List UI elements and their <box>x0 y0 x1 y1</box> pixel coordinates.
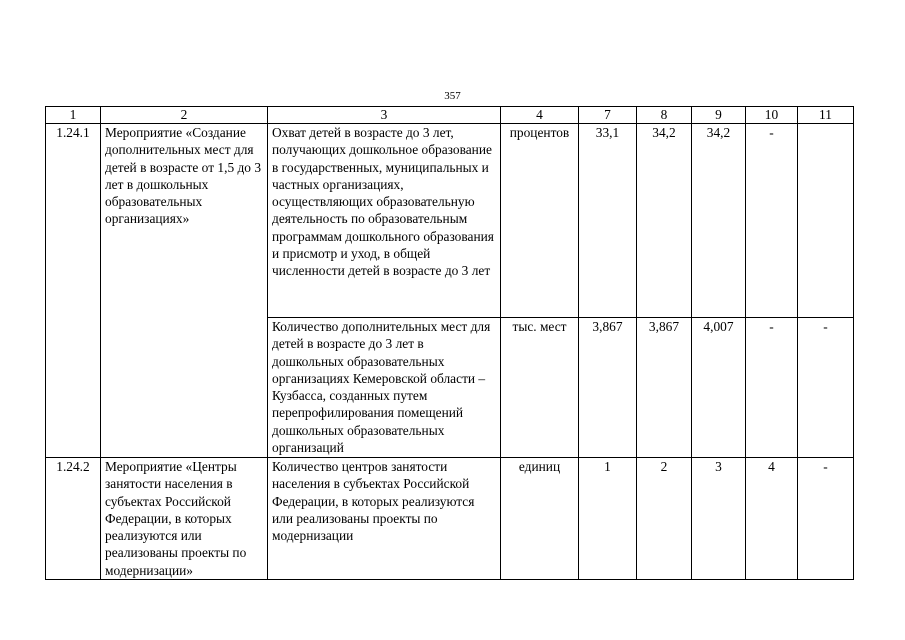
table-header-row <box>46 107 854 124</box>
table-row <box>46 124 854 318</box>
table-row <box>46 458 854 580</box>
header-cell: 2 <box>101 107 268 124</box>
value-col-8: 2 <box>637 458 692 580</box>
row-event: Мероприятие «Создание дополнительных мест для детей в возрасте от 1,5 до 3 лет в дошкольных образовательных организациях» <box>101 124 268 458</box>
indicator-unit: процентов <box>501 124 579 318</box>
value-col-9: 34,2 <box>692 124 746 318</box>
header-cell: 10 <box>746 107 798 124</box>
value-col-11 <box>798 124 854 318</box>
header-cell: 9 <box>692 107 746 124</box>
row-code: 1.24.1 <box>46 124 101 458</box>
value-col-10: 4 <box>746 458 798 580</box>
value-col-10: - <box>746 318 798 458</box>
header-cell: 7 <box>579 107 637 124</box>
value-col-10: - <box>746 124 798 318</box>
header-cell: 8 <box>637 107 692 124</box>
value-col-9: 3 <box>692 458 746 580</box>
row-event: Мероприятие «Центры занятости населения в субъектах Российской Федерации, в которых реализуются или реализованы проекты по модернизации» <box>101 458 268 580</box>
indicator-name: Охват детей в возрасте до 3 лет, получающих дошкольное образование в государственных, муниципальных и частных организациях, осуществляющих образовательную деятельность по образовательным программам дошкольного образования и присмотр и уход, в общей численности детей в возрасте до 3 лет <box>268 124 501 318</box>
header-cell: 4 <box>501 107 579 124</box>
value-col-8: 34,2 <box>637 124 692 318</box>
value-col-7: 33,1 <box>579 124 637 318</box>
header-cell: 11 <box>798 107 854 124</box>
value-col-7: 1 <box>579 458 637 580</box>
indicator-unit: единиц <box>501 458 579 580</box>
row-code: 1.24.2 <box>46 458 101 580</box>
header-cell: 1 <box>46 107 101 124</box>
value-col-11: - <box>798 458 854 580</box>
value-col-11: - <box>798 318 854 458</box>
indicator-name: Количество центров занятости населения в субъектах Российской Федерации, в которых реализуются или реализованы проекты по модернизации <box>268 458 501 580</box>
page-number: 357 <box>444 90 461 102</box>
indicators-table <box>45 106 854 580</box>
indicator-unit: тыс. мест <box>501 318 579 458</box>
value-col-9: 4,007 <box>692 318 746 458</box>
value-col-8: 3,867 <box>637 318 692 458</box>
value-col-7: 3,867 <box>579 318 637 458</box>
header-cell: 3 <box>268 107 501 124</box>
indicator-name: Количество дополнительных мест для детей в возрасте до 3 лет в дошкольных образовательных организациях Кемеровской области – Кузбасса, созданных путем перепрофилирования помещений дошкольных образовательных организаций <box>268 318 501 458</box>
